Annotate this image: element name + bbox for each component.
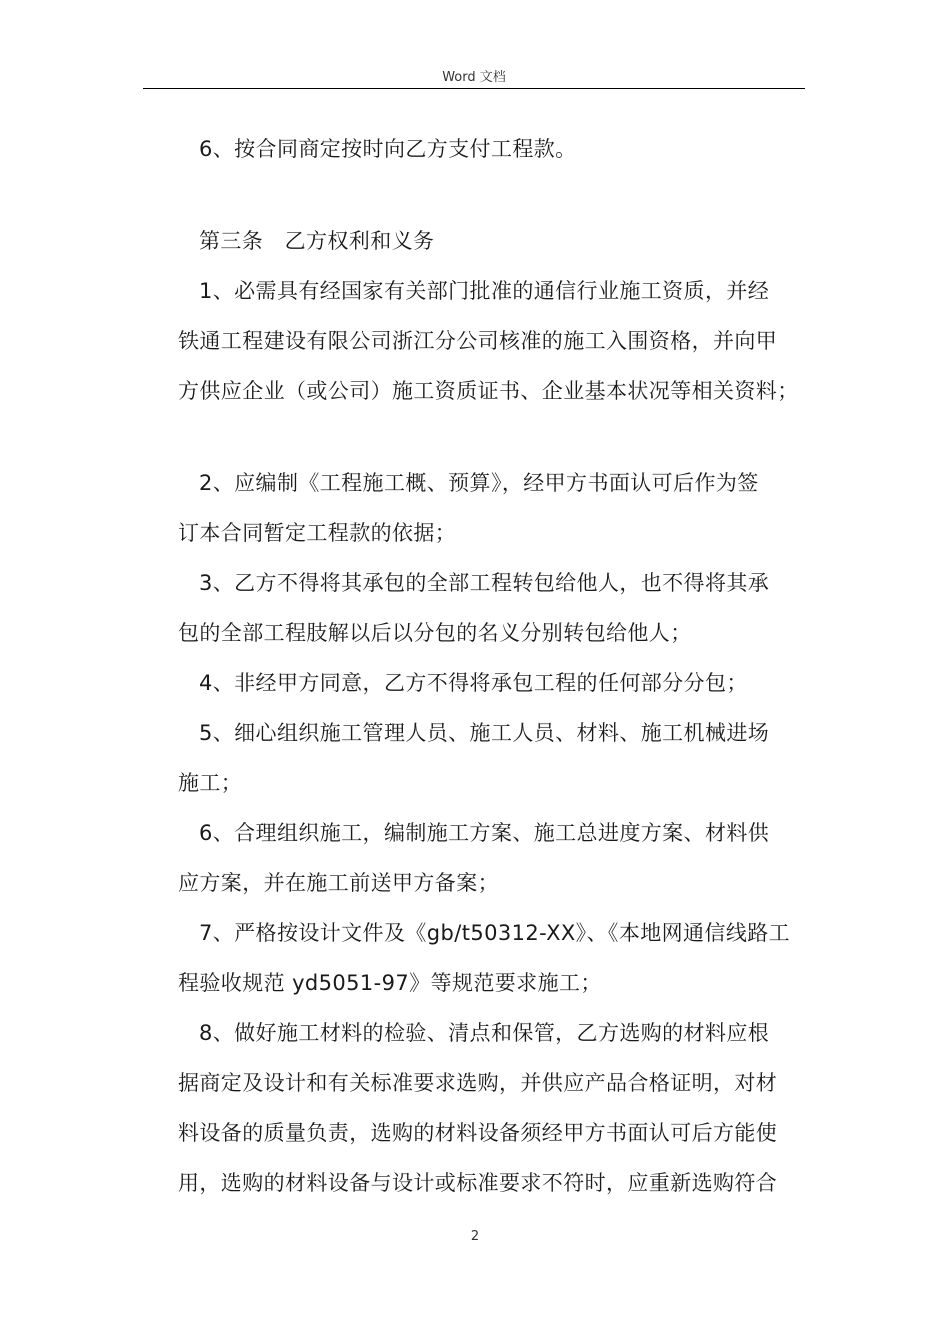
paragraph-line: 7、严格按设计文件及《gb/t50312-XX》、《本地网通信线路工 — [199, 921, 791, 945]
paragraph-line: 施工； — [178, 771, 243, 795]
paragraph-line: 料设备的质量负责，选购的材料设备须经甲方书面认可后方能使 — [178, 1121, 778, 1145]
paragraph-line: 订本合同暂定工程款的依据； — [178, 521, 457, 545]
section-heading: 第三条 乙方权利和义务 — [199, 229, 435, 253]
paragraph-line: 包的全部工程肢解以后以分包的名义分别转包给他人； — [178, 621, 692, 645]
header-divider — [143, 88, 805, 89]
paragraph-spacer — [178, 174, 798, 216]
paragraph-line: 2、应编制《工程施工概、预算》，经甲方书面认可后作为签 — [199, 471, 759, 495]
paragraph-spacer — [178, 416, 798, 458]
paragraph-line: 4、非经甲方同意，乙方不得将承包工程的任何部分分包； — [199, 671, 748, 695]
paragraph-line: 5、细心组织施工管理人员、施工人员、材料、施工机械进场 — [199, 721, 770, 745]
paragraph-line: 用，选购的材料设备与设计或标准要求不符时，应重新选购符合 — [178, 1171, 778, 1195]
paragraph-line: 铁通工程建设有限公司浙江分公司核准的施工入围资格，并向甲 — [178, 329, 778, 353]
paragraph-line: 程验收规范 yd5051-97》等规范要求施工； — [178, 971, 602, 995]
paragraph-line: 据商定及设计和有关标准要求选购，并供应产品合格证明，对材 — [178, 1071, 778, 1095]
paragraph-line: 3、乙方不得将其承包的全部工程转包给他人，也不得将其承 — [199, 571, 770, 595]
document-body — [178, 124, 798, 1208]
page-number: 2 — [470, 1229, 480, 1244]
paragraph-line: 6、按合同商定按时向乙方支付工程款。 — [199, 137, 577, 161]
paragraph-line: 应方案，并在施工前送甲方备案； — [178, 871, 499, 895]
paragraph-line: 8、做好施工材料的检验、清点和保管，乙方选购的材料应根 — [199, 1021, 770, 1045]
page-header: Word 文档 — [442, 70, 506, 85]
paragraph-line: 6、合理组织施工，编制施工方案、施工总进度方案、材料供 — [199, 821, 770, 845]
paragraph-line: 1、必需具有经国家有关部门批准的通信行业施工资质，并经 — [199, 279, 770, 303]
paragraph-line: 方供应企业（或公司）施工资质证书、企业基本状况等相关资料； — [178, 379, 799, 403]
